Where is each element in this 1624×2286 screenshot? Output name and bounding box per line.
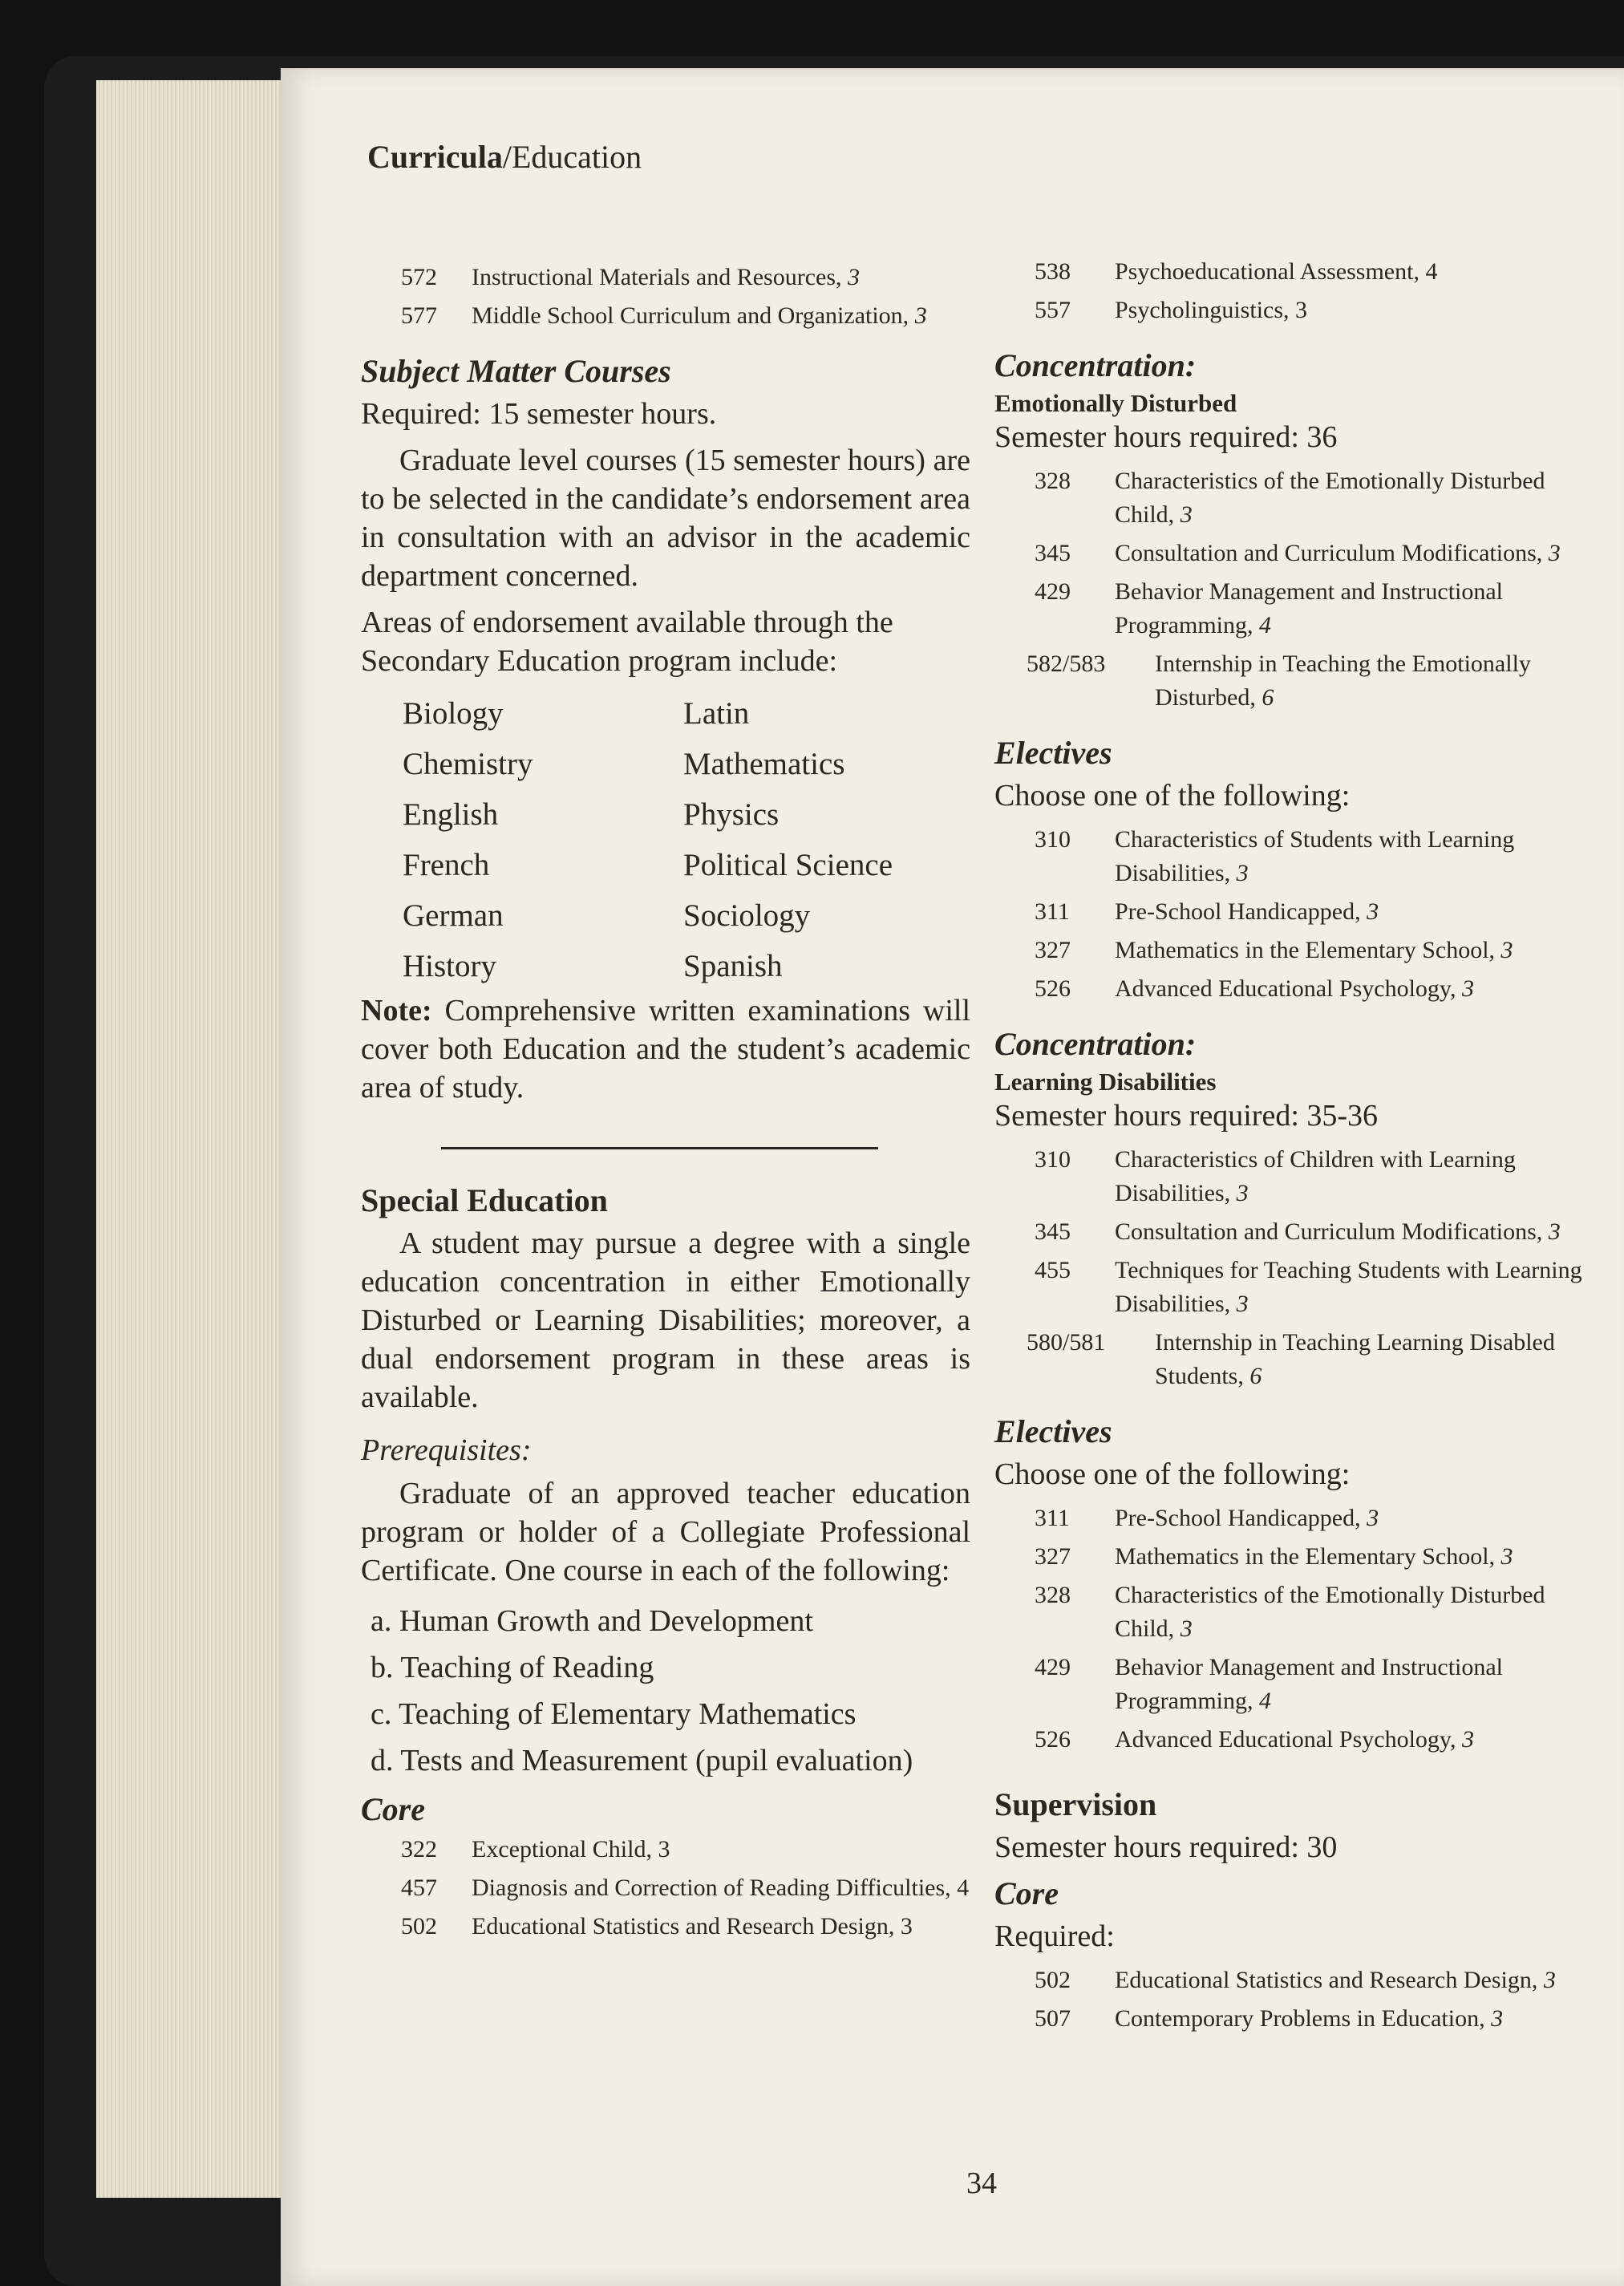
prereq-list: a. Human Growth and Development b. Teaching of Reading c. Teaching of Elementary Mathematics d. Tests and Measurement (pupil evaluation) [371, 1604, 913, 1777]
subheading: Prerequisites: [361, 1433, 532, 1467]
divider [441, 1147, 878, 1149]
note: Note: Comprehensive written examinations will cover both Education and the student’s academic area of study. [361, 994, 970, 1104]
page-edges [96, 80, 305, 2198]
course-item: 502 Educational Statistics and Research Design, 3 [401, 1913, 913, 1939]
section-heading: Subject Matter Courses [361, 353, 671, 389]
subheading: Learning Disabilities [994, 1068, 1217, 1096]
paragraph: Semester hours required: 36 [994, 420, 1338, 454]
paragraph: Required: 15 semester hours. [361, 397, 717, 431]
page-number: 34 [966, 2166, 997, 2200]
paragraph: Areas of endorsement available through the Secondary Education program include: [361, 606, 893, 678]
paragraph: Required: [994, 1919, 1115, 1953]
section-heading: Core [361, 1791, 425, 1827]
course-item: 577 Middle School Curriculum and Organization, 3 [401, 302, 927, 329]
section-heading: Electives [994, 735, 1112, 771]
course-item: 429 Behavior Management and Instructional Programming, 4 [1035, 578, 1504, 638]
paragraph: Semester hours required: 35-36 [994, 1099, 1379, 1133]
course-item: 310 Characteristics of Children with Learning Disabilities, 3 [1035, 1146, 1516, 1206]
course-item: 538 Psychoeducational Assessment, 4 [1035, 258, 1438, 285]
paragraph: A student may pursue a degree with a single education concentration in either Emotionally Disturbed or Learning Disabilities; moreover, a dual endorsement program in these areas is available. [361, 1226, 970, 1414]
endorsement-areas: Biology Latin Chemistry Mathematics English Physics French Political Science German Sociology History Spanish [403, 696, 893, 983]
course-item: 311 Pre-School Handicapped, 3 [1035, 1505, 1379, 1531]
section-heading: Concentration: [994, 1026, 1197, 1062]
paragraph: Choose one of the following: [994, 1457, 1351, 1491]
section-heading: Core [994, 1875, 1059, 1911]
course-item: 322 Exceptional Child, 3 [401, 1836, 670, 1862]
course-item: 455 Techniques for Teaching Students with Learning Disabilities, 3 [1035, 1257, 1582, 1317]
paragraph: Choose one of the following: [994, 779, 1351, 813]
course-item: 526 Advanced Educational Psychology, 3 [1035, 975, 1474, 1002]
course-item: 507 Contemporary Problems in Education, 3 [1035, 2005, 1504, 2032]
course-item: 557 Psycholinguistics, 3 [1035, 297, 1308, 323]
course-item: 457 Diagnosis and Correction of Reading Difficulties, 4 [401, 1875, 970, 1901]
course-item: 580/581 Internship in Teaching Learning Disabled Students, 6 [1027, 1329, 1555, 1389]
course-item: 327 Mathematics in the Elementary School, 3 [1035, 1543, 1513, 1570]
paragraph: Graduate of an approved teacher education program or holder of a Collegiate Professional Certificate. One course in each of the following: [361, 1477, 970, 1587]
course-item: 526 Advanced Educational Psychology, 3 [1035, 1726, 1474, 1753]
paragraph: Semester hours required: 30 [994, 1830, 1338, 1864]
left-column [361, 261, 970, 1948]
course-item: 328 Characteristics of the Emotionally Disturbed Child, 3 [1035, 1582, 1545, 1642]
right-column [994, 255, 1588, 2041]
subheading: Emotionally Disturbed [994, 389, 1237, 417]
course-item: 582/583 Internship in Teaching the Emotionally Disturbed, 6 [1027, 651, 1531, 711]
course-item: 310 Characteristics of Students with Learning Disabilities, 3 [1035, 826, 1515, 886]
course-item: 345 Consultation and Curriculum Modifications, 3 [1035, 1218, 1561, 1245]
course-item: 327 Mathematics in the Elementary School, 3 [1035, 937, 1513, 963]
course-item: 345 Consultation and Curriculum Modifications, 3 [1035, 540, 1561, 566]
course-item: 311 Pre-School Handicapped, 3 [1035, 898, 1379, 925]
course-item: 572 Instructional Materials and Resources, 3 [401, 264, 861, 290]
section-heading: Supervision [994, 1786, 1157, 1822]
section-heading: Concentration: [994, 347, 1197, 383]
section-heading: Electives [994, 1413, 1112, 1449]
course-item: 328 Characteristics of the Emotionally Disturbed Child, 3 [1035, 468, 1545, 528]
section-heading: Special Education [361, 1182, 608, 1218]
course-item: 429 Behavior Management and Instructional Programming, 4 [1035, 1654, 1504, 1714]
paragraph: Graduate level courses (15 semester hours) are to be selected in the candidate’s endorsement area in consultation with an advisor in the academic department concerned. [361, 444, 970, 593]
course-item: 502 Educational Statistics and Research Design, 3 [1035, 1967, 1556, 1993]
running-head: Curricula/Education [367, 139, 642, 175]
